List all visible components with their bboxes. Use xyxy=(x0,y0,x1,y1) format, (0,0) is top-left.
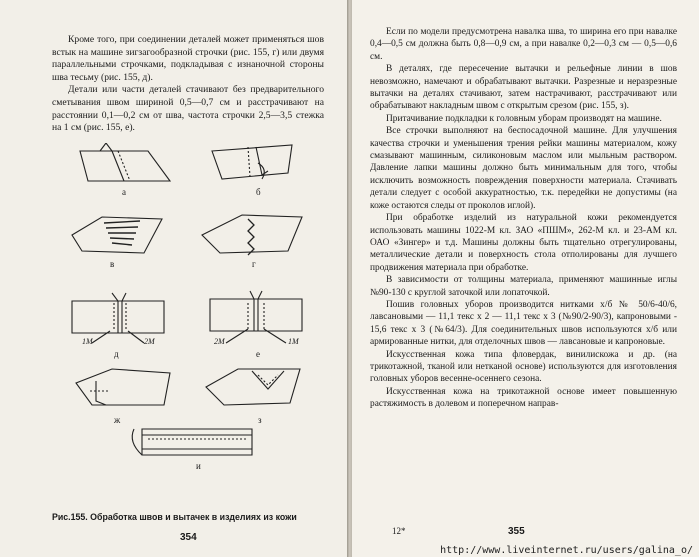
figure-label-e: е xyxy=(256,348,260,359)
right-paragraph: Искусственная кожа на трикотажной основе имеет повышенную растяжимость в долевом и поперечном направ- xyxy=(370,386,677,410)
stitch-label: 1М xyxy=(288,336,299,346)
stitch-label: 2М xyxy=(214,336,225,346)
page-number-left: 354 xyxy=(180,532,197,543)
left-page xyxy=(0,0,348,557)
figure-caption: Рис.155. Обработка швов и вытачек в изделиях из кожи xyxy=(52,512,297,522)
figure-label-d: д xyxy=(114,348,119,359)
right-paragraph: Искусственная кожа типа фловердак, винилискожа и др. (на трикотажной, тканой или нетканой основе) используются для изготовления головных уборов весенне-осеннего сезона. xyxy=(370,349,677,385)
right-paragraph: Притачивание подкладки к головным уборам производят на машине. xyxy=(386,113,662,124)
stitch-label: 2М xyxy=(144,336,155,346)
left-paragraph: Детали или части деталей стачивают без предварительного сметывания швом шириной 0,5—0,7 см и расстрачивают на расстоянии 0,1—0,2 см от шва, частота строчки 2,5—3,5 стежка на 1 см (рис. 155, е). xyxy=(52,84,324,134)
right-paragraph: При обработке изделий из натуральной кожи рекомендуется использовать машины 1022-М кл. ЗАО «ПШМ», 262-М кл. и 23-АМ кл. ОАО «Зингер» и т.д. Машины должны быть тщательно отрегулированы, металлические детали и поверхность стола отполированы для лучшего продвижения материала при обработке. xyxy=(370,213,677,273)
figure-label-g: г xyxy=(252,258,256,269)
right-paragraph: В деталях, где пересечение вытачки и рельефные линии в шов невозможно, намечают и обрабатывают вытачки. Разрезные и неразрезные вытачки на деталях стачивают, затем настрачивают, расстрачивают или обрабатывают накладным швом с открытым срезом (рис. 155, з). xyxy=(370,64,677,112)
right-paragraph: Все строчки выполняют на беспосадочной машине. Для улучшения качества строчки и уменьшения трения рейки машины материалом, кожу смазывают машинным, силиконовым маслом или мыльным раствором. Давление лапки машины должно быть минимальным для того, чтобы исключить возможность повреждения поверхности материала. Стачивать детали следует с особой аккуратностью, т.к. передейки не допустимы (на коже остаются следы от проколов иглой). xyxy=(370,126,677,211)
left-paragraph: Кроме того, при соединении деталей может применяться шов встык на машине зигзагообразной строчки (рис. 155, г) или двумя параллельными строчками, подкладывая с изнаночной стороны шва тесьму (рис. 155, д). xyxy=(52,34,324,83)
right-paragraph: Пошив головных уборов производится нитками х/б № 50/6-40/6, лавсановыми — 11,1 текс x 2 — 11,1 текс x 3 (№90/2-90/3), капроновыми - 15,6 текс x 3 (№64/3). Для соединительных швов используются х/б или армированные нитки, для отделочных швов — лавсановые и капроновые. xyxy=(370,299,677,348)
figure-label-zh: ж xyxy=(114,414,121,425)
stitch-label: 1М xyxy=(82,336,93,346)
printer-signature: 12* xyxy=(392,526,406,536)
right-paragraph: Если по модели предусмотрена навалка шва, то ширина его при навалке 0,4—0,5 см должна быть 0,8—0,9 см, а при навалке 0,2—0,3 см — 0,5—0,6 см. xyxy=(370,27,677,62)
figure-label-v: в xyxy=(110,258,115,269)
figure-label-b: б xyxy=(256,186,261,197)
seam-illustrations xyxy=(52,143,332,483)
figure-label-a: а xyxy=(122,186,126,197)
right-page xyxy=(352,0,699,557)
figure-155 xyxy=(52,143,332,483)
page-number-right: 355 xyxy=(508,526,525,537)
figure-label-i: и xyxy=(196,460,201,471)
right-paragraph: В зависимости от толщины материала, применяют машинные иглы №90-130 с круглой заточкой или лопаточкой. xyxy=(370,275,677,298)
source-url-link[interactable]: http://www.liveinternet.ru/users/galina_o/ xyxy=(434,544,699,557)
figure-label-z: з xyxy=(258,414,262,425)
